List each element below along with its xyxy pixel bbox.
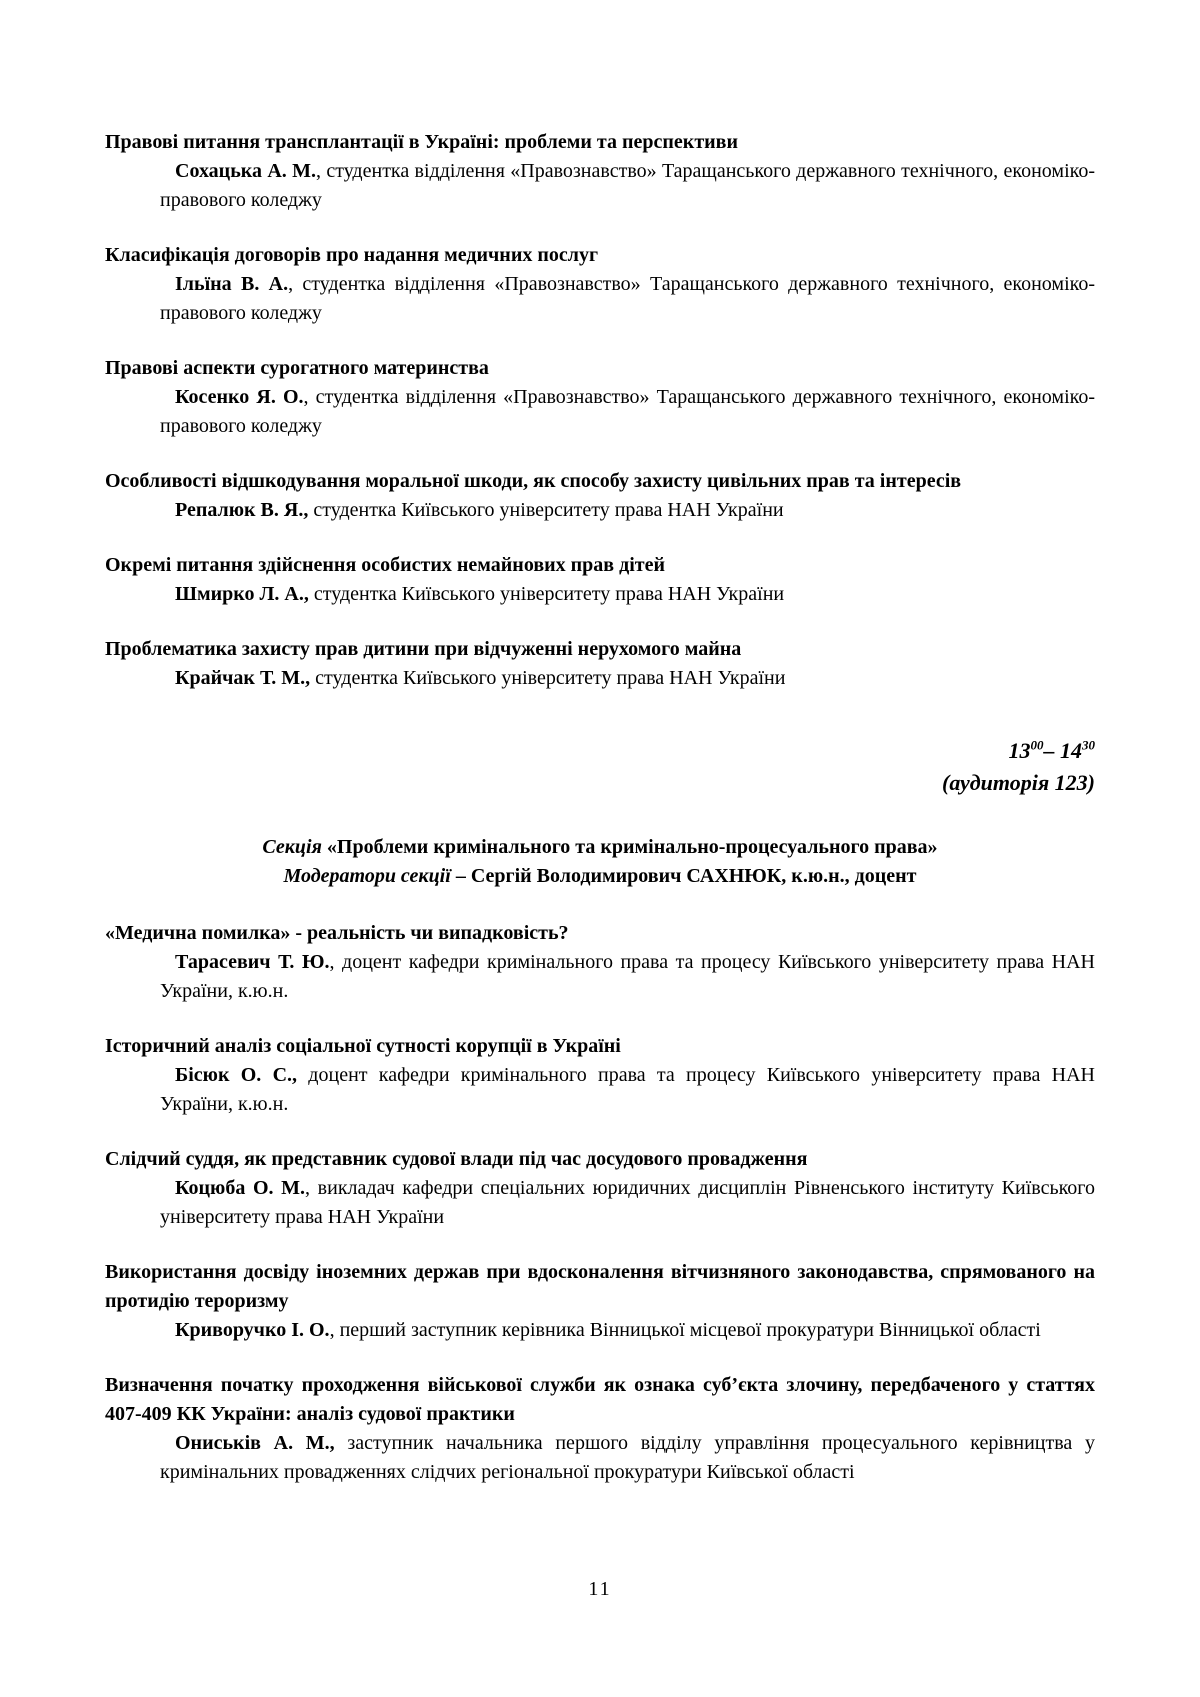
entry-author xyxy=(105,496,1095,525)
entry-title: Правові питання трансплантації в Україні: проблеми та перспективи xyxy=(105,131,738,153)
entry-author-affiliation: доцент кафедри кримінального права та процесу Київського університету права НАН України, к.ю.н. xyxy=(160,1064,1095,1115)
session-criminal-block xyxy=(105,919,1095,1487)
section-title-line xyxy=(105,833,1095,862)
session-time xyxy=(105,735,1095,767)
program-entry xyxy=(105,128,1095,215)
program-entry xyxy=(105,919,1095,1006)
entry-author-name: Шмирко Л. А., xyxy=(175,583,309,605)
time-start-minutes: 00 xyxy=(1030,737,1044,753)
entry-author-affiliation: студентка Київського університету права НАН України xyxy=(310,667,786,689)
entry-author-affiliation: , студентка відділення «Правознавство» Таращанського державного технічного, економіко-правового коледжу xyxy=(160,386,1095,437)
moderators-value: – Сергій Володимирович САХНЮК, к.ю.н., доцент xyxy=(450,865,917,887)
entry-author xyxy=(105,383,1095,441)
entry-author-name: Коцюба О. М. xyxy=(175,1177,306,1199)
entry-author xyxy=(105,580,1095,609)
entry-author-affiliation: , студентка відділення «Правознавство» Таращанського державного технічного, економіко-правового коледжу xyxy=(160,160,1095,211)
page-number: 11 xyxy=(588,1578,612,1600)
entry-author xyxy=(105,1174,1095,1232)
entry-author-affiliation: , викладач кафедри спеціальних юридичних дисциплін Рівненського інституту Київського університету права НАН України xyxy=(160,1177,1095,1228)
program-entry xyxy=(105,1371,1095,1487)
entry-title: Проблематика захисту прав дитини при відчуженні нерухомого майна xyxy=(105,638,742,660)
session-civil-block xyxy=(105,128,1095,693)
entry-author xyxy=(105,948,1095,1006)
moderators-label: Модератори секції xyxy=(283,865,451,887)
entry-title: Історичний аналіз соціальної сутності корупції в Україні xyxy=(105,1035,621,1057)
entry-author-affiliation: студентка Київського університету права НАН України xyxy=(308,499,784,521)
entry-title: Визначення початку проходження військової служби як ознака суб’єкта злочину, передбаченого у статтях 407-409 КК України: аналіз судової практики xyxy=(105,1374,1095,1425)
program-entry xyxy=(105,635,1095,693)
section-header xyxy=(105,833,1095,891)
section-label: Секція xyxy=(262,836,322,858)
entry-author xyxy=(105,1316,1095,1345)
entry-title: Окремі питання здійснення особистих немайнових прав дітей xyxy=(105,554,665,576)
section-moderators-line xyxy=(105,862,1095,891)
entry-author-name: Ільїна В. А. xyxy=(175,273,289,295)
time-end-minutes: 30 xyxy=(1082,737,1095,753)
program-entry xyxy=(105,467,1095,525)
time-end-hour: 14 xyxy=(1060,738,1082,763)
entry-author-affiliation: , студентка відділення «Правознавство» Таращанського державного технічного, економіко-правового коледжу xyxy=(160,273,1095,324)
entry-title: Використання досвіду іноземних держав при вдосконалення вітчизняного законодавства, спрямованого на протидію тероризму xyxy=(105,1261,1095,1312)
program-entry xyxy=(105,354,1095,441)
entry-author xyxy=(105,1429,1095,1487)
time-separator: – xyxy=(1043,738,1060,763)
program-entry xyxy=(105,551,1095,609)
program-entry xyxy=(105,1032,1095,1119)
entry-author xyxy=(105,664,1095,693)
entry-author-name: Ониськів А. М., xyxy=(175,1432,335,1454)
entry-author xyxy=(105,270,1095,328)
program-entry xyxy=(105,1145,1095,1232)
session-time-block xyxy=(105,735,1095,799)
entry-author xyxy=(105,157,1095,215)
entry-author-name: Репалюк В. Я., xyxy=(175,499,309,521)
time-start-hour: 13 xyxy=(1008,738,1031,763)
section-title: «Проблеми кримінального та кримінально-процесуального права» xyxy=(321,836,938,858)
entry-author-name: Тарасевич Т. Ю. xyxy=(175,951,330,973)
program-entry xyxy=(105,1258,1095,1345)
entry-title: Слідчий суддя, як представник судової влади під час досудового провадження xyxy=(105,1148,808,1170)
entry-title: Особливості відшкодування моральної шкоди, як способу захисту цивільних прав та інтересів xyxy=(105,470,962,492)
entry-author xyxy=(105,1061,1095,1119)
session-room: (аудиторія 123) xyxy=(942,770,1095,795)
entry-author-name: Бісюк О. С., xyxy=(175,1064,298,1086)
program-entry xyxy=(105,241,1095,328)
entry-title: «Медична помилка» - реальність чи випадковість? xyxy=(105,922,569,944)
entry-author-affiliation: , перший заступник керівника Вінницької місцевої прокуратури Вінницької області xyxy=(329,1319,1041,1341)
entry-author-name: Косенко Я. О. xyxy=(175,386,304,408)
entry-title: Класифікація договорів про надання медичних послуг xyxy=(105,244,599,266)
entry-author-affiliation: , доцент кафедри кримінального права та процесу Київського університету права НАН України, к.ю.н. xyxy=(160,951,1095,1002)
entry-author-name: Сохацька А. М. xyxy=(175,160,316,182)
entry-author-name: Крайчак Т. М., xyxy=(175,667,311,689)
entry-author-name: Криворучко І. О. xyxy=(175,1319,330,1341)
entry-title: Правові аспекти сурогатного материнства xyxy=(105,357,489,379)
entry-author-affiliation: заступник начальника першого відділу управління процесуального керівництва у кримінальних провадженнях слідчих регіональної прокуратури Київської області xyxy=(160,1432,1095,1483)
entry-author-affiliation: студентка Київського університету права НАН України xyxy=(308,583,785,605)
